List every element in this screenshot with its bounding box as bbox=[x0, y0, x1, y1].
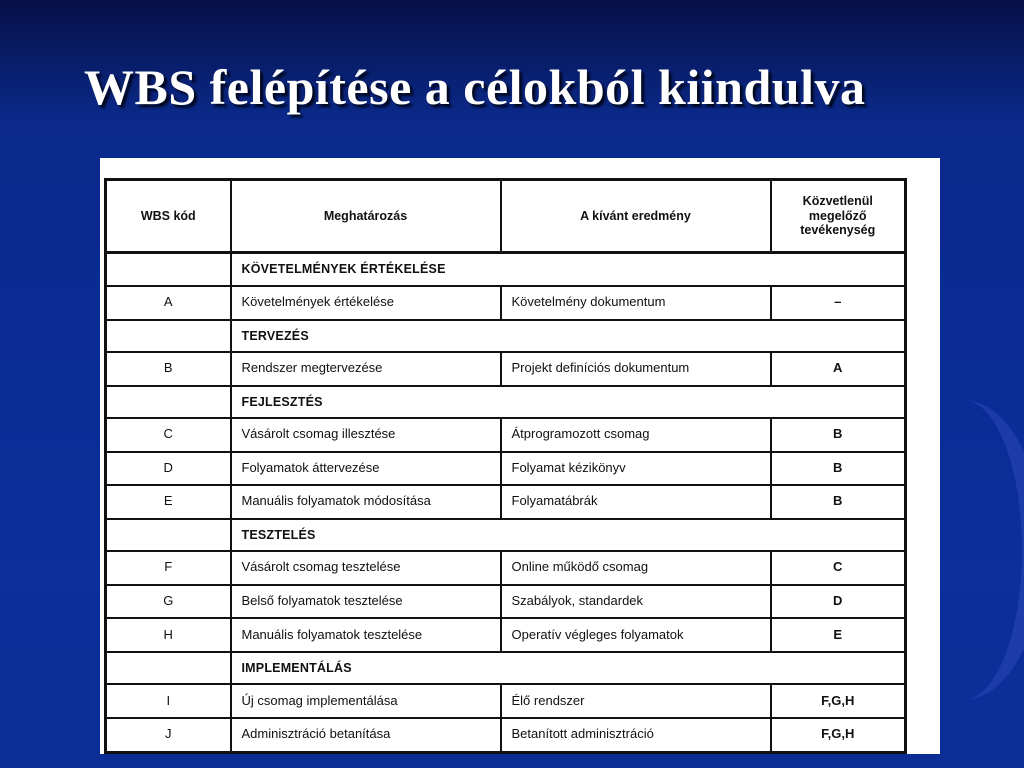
result-cell: Online működő csomag bbox=[501, 551, 771, 585]
table-row bbox=[106, 452, 906, 486]
section-label: FEJLESZTÉS bbox=[231, 386, 906, 418]
table-section-row bbox=[106, 519, 906, 551]
table-section-row bbox=[106, 652, 906, 684]
section-code-cell bbox=[106, 652, 231, 684]
definition-cell: Vásárolt csomag illesztése bbox=[231, 418, 501, 452]
result-cell: Folyamatábrák bbox=[501, 485, 771, 519]
table-row bbox=[106, 418, 906, 452]
wbs-code-cell: H bbox=[106, 618, 231, 652]
section-code-cell bbox=[106, 386, 231, 418]
predecessor-cell: A bbox=[771, 352, 906, 386]
definition-cell: Új csomag implementálása bbox=[231, 684, 501, 718]
table-header-row bbox=[106, 180, 906, 253]
section-label: TESZTELÉS bbox=[231, 519, 906, 551]
definition-cell: Vásárolt csomag tesztelése bbox=[231, 551, 501, 585]
result-cell: Projekt definíciós dokumentum bbox=[501, 352, 771, 386]
definition-cell: Belső folyamatok tesztelése bbox=[231, 585, 501, 619]
wbs-code-cell: I bbox=[106, 684, 231, 718]
definition-cell: Manuális folyamatok módosítása bbox=[231, 485, 501, 519]
result-cell: Operatív végleges folyamatok bbox=[501, 618, 771, 652]
definition-cell: Adminisztráció betanítása bbox=[231, 718, 501, 753]
section-code-cell bbox=[106, 320, 231, 352]
result-cell: Folyamat kézikönyv bbox=[501, 452, 771, 486]
definition-cell: Rendszer megtervezése bbox=[231, 352, 501, 386]
result-cell: Élő rendszer bbox=[501, 684, 771, 718]
predecessor-cell: B bbox=[771, 452, 906, 486]
result-cell: Szabályok, standardek bbox=[501, 585, 771, 619]
result-cell: Követelmény dokumentum bbox=[501, 286, 771, 320]
section-label: IMPLEMENTÁLÁS bbox=[231, 652, 906, 684]
header-predecessor: Közvetlenül megelőző tevékenység bbox=[771, 180, 906, 253]
wbs-code-cell: C bbox=[106, 418, 231, 452]
table-section-row bbox=[106, 320, 906, 352]
table-row bbox=[106, 352, 906, 386]
section-label: KÖVETELMÉNYEK ÉRTÉKELÉSE bbox=[231, 253, 906, 286]
header-wbs-code: WBS kód bbox=[106, 180, 231, 253]
slide-title: WBS felépítése a célokból kiindulva bbox=[84, 59, 866, 115]
section-label: TERVEZÉS bbox=[231, 320, 906, 352]
wbs-code-cell: D bbox=[106, 452, 231, 486]
definition-cell: Követelmények értékelése bbox=[231, 286, 501, 320]
predecessor-cell: C bbox=[771, 551, 906, 585]
table-section-row bbox=[106, 253, 906, 286]
predecessor-cell: D bbox=[771, 585, 906, 619]
definition-cell: Folyamatok áttervezése bbox=[231, 452, 501, 486]
predecessor-cell: B bbox=[771, 418, 906, 452]
header-definition: Meghatározás bbox=[231, 180, 501, 253]
wbs-table bbox=[104, 178, 907, 754]
wbs-code-cell: G bbox=[106, 585, 231, 619]
table-row bbox=[106, 718, 906, 753]
table-sheet bbox=[100, 158, 940, 754]
result-cell: Betanított adminisztráció bbox=[501, 718, 771, 753]
section-code-cell bbox=[106, 253, 231, 286]
header-result: A kívánt eredmény bbox=[501, 180, 771, 253]
wbs-code-cell: B bbox=[106, 352, 231, 386]
wbs-code-cell: J bbox=[106, 718, 231, 753]
table-row bbox=[106, 485, 906, 519]
table-row bbox=[106, 618, 906, 652]
definition-cell: Manuális folyamatok tesztelése bbox=[231, 618, 501, 652]
table-row bbox=[106, 286, 906, 320]
table-row bbox=[106, 684, 906, 718]
wbs-code-cell: E bbox=[106, 485, 231, 519]
predecessor-cell: – bbox=[771, 286, 906, 320]
table-row bbox=[106, 551, 906, 585]
result-cell: Átprogramozott csomag bbox=[501, 418, 771, 452]
table-row bbox=[106, 585, 906, 619]
predecessor-cell: F,G,H bbox=[771, 684, 906, 718]
wbs-code-cell: A bbox=[106, 286, 231, 320]
section-code-cell bbox=[106, 519, 231, 551]
predecessor-cell: E bbox=[771, 618, 906, 652]
predecessor-cell: B bbox=[771, 485, 906, 519]
table-section-row bbox=[106, 386, 906, 418]
wbs-code-cell: F bbox=[106, 551, 231, 585]
predecessor-cell: F,G,H bbox=[771, 718, 906, 753]
